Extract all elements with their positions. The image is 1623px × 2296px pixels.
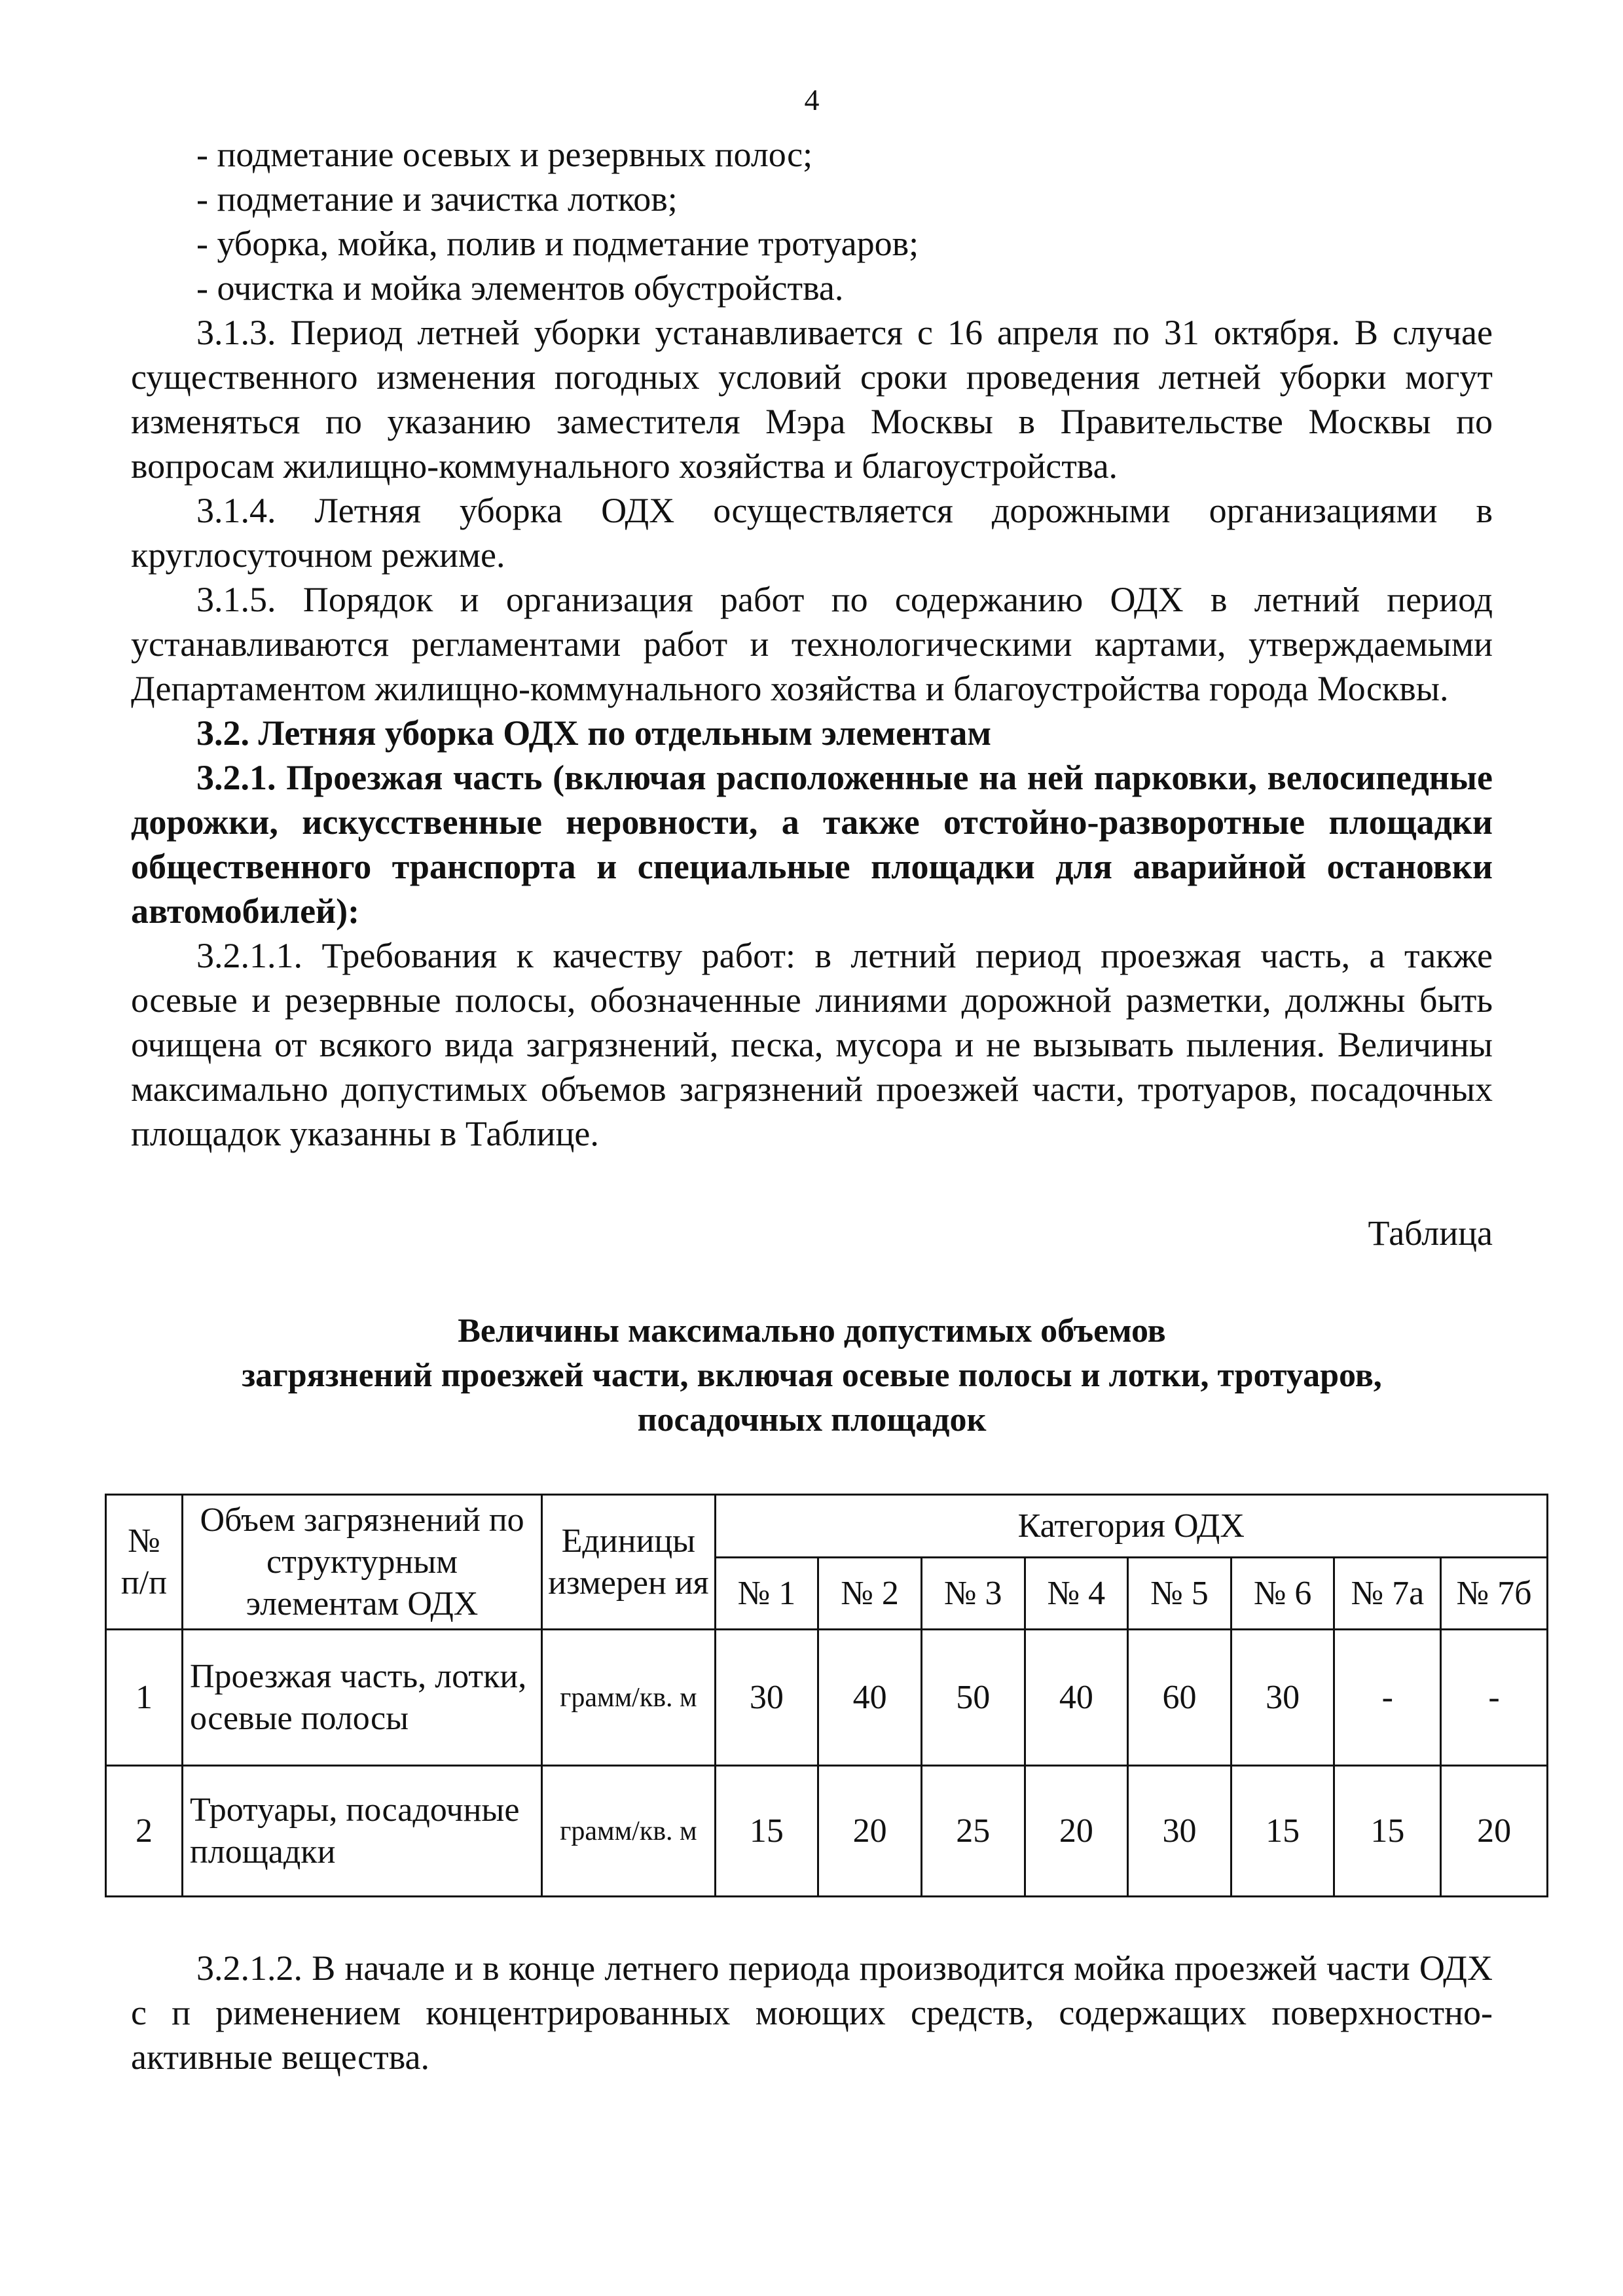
table-label: Таблица	[1368, 1213, 1493, 1253]
work-list	[131, 132, 1493, 310]
header-cat: № 1	[715, 1558, 818, 1630]
paragraph-3-1-3: 3.1.3. Период летней уборки устанавливается с 16 апреля по 31 октября. В случае существенного изменения погодных условий сроки проведения летней уборки могут изменяться по указанию заместителя Мэра Москвы в Правительстве Москвы по вопросам жилищно-коммунального хозяйства и благоустройства.	[131, 313, 1493, 486]
row-element: Проезжая часть, лотки, осевые полосы	[182, 1630, 541, 1766]
header-cat: № 7б	[1441, 1558, 1548, 1630]
row-value: 40	[818, 1630, 922, 1766]
row-num: 1	[106, 1630, 183, 1766]
row-value: 15	[1231, 1766, 1334, 1897]
row-value: -	[1441, 1630, 1548, 1766]
paragraph-3-2-1-1: 3.2.1.1. Требования к качеству работ: в летний период проезжая часть, а также осевые и резервные полосы, обозначенные линиями дорожной разметки, должны быть очищена от всякого вида загрязнений, песка, мусора и не вызывать пыления. Величины максимально допустимых объемов загрязнений проезжей части, тротуаров, посадочных площадок указанны в Таблице.	[131, 936, 1493, 1153]
table-title	[131, 1309, 1493, 1443]
paragraph-3-2-1-2: 3.2.1.2. В начале и в конце летнего периода производится мойка проезжей части ОДХ с п рименением концентрированных моющих средств, содержащих поверхностно-активные вещества.	[131, 1948, 1493, 2077]
table-row	[106, 1630, 1548, 1766]
list-item: - уборка, мойка, полив и подметание тротуаров;	[196, 224, 919, 263]
row-value: 15	[1334, 1766, 1441, 1897]
row-value: 60	[1128, 1630, 1231, 1766]
header-num: № п/п	[106, 1495, 183, 1630]
row-element: Тротуары, посадочные площадки	[182, 1766, 541, 1897]
subsection-heading-3-2-1: 3.2.1. Проезжая часть (включая расположенные на ней парковки, велосипедные дорожки, искусственные неровности, а также отстойно-разворотные площадки общественного транспорта и специальные площадки для аварийной остановки автомобилей):	[131, 758, 1493, 931]
row-value: 30	[1231, 1630, 1334, 1766]
row-value: 20	[1025, 1766, 1128, 1897]
header-unit: Единицы измерен ия	[542, 1495, 715, 1630]
table-header-row	[106, 1495, 1548, 1558]
list-item: - подметание и зачистка лотков;	[196, 179, 678, 219]
row-value: -	[1334, 1630, 1441, 1766]
row-value: 30	[715, 1630, 818, 1766]
row-value: 20	[818, 1766, 922, 1897]
section-heading-3-2: 3.2. Летняя уборка ОДХ по отдельным элементам	[196, 713, 992, 753]
header-cat: № 4	[1025, 1558, 1128, 1630]
list-item: - подметание осевых и резервных полос;	[196, 135, 813, 174]
header-cat: № 6	[1231, 1558, 1334, 1630]
page-content	[120, 77, 1532, 2079]
table-title-line: Величины максимально допустимых объемов	[458, 1312, 1166, 1350]
header-cat: № 7а	[1334, 1558, 1441, 1630]
table-title-line: посадочных площадок	[637, 1401, 987, 1439]
row-num: 2	[106, 1766, 183, 1897]
header-cat: № 2	[818, 1558, 922, 1630]
row-unit: грамм/кв. м	[542, 1630, 715, 1766]
paragraph-3-1-5: 3.1.5. Порядок и организация работ по содержанию ОДХ в летний период устанавливаются регламентами работ и технологическими картами, утверждаемыми Департаментом жилищно-коммунального хозяйства и благоустройства города Москвы.	[131, 580, 1493, 708]
list-item: - очистка и мойка элементов обустройства.	[196, 268, 844, 308]
pollution-limits-table	[105, 1494, 1548, 1897]
header-cat: № 3	[921, 1558, 1025, 1630]
row-value: 20	[1441, 1766, 1548, 1897]
table-title-line: загрязнений проезжей части, включая осевые полосы и лотки, тротуаров,	[242, 1357, 1382, 1394]
table-row	[106, 1766, 1548, 1897]
header-category: Категория ОДХ	[715, 1495, 1547, 1558]
row-value: 30	[1128, 1766, 1231, 1897]
row-unit: грамм/кв. м	[542, 1766, 715, 1897]
row-value: 50	[921, 1630, 1025, 1766]
header-cat: № 5	[1128, 1558, 1231, 1630]
row-value: 25	[921, 1766, 1025, 1897]
paragraph-3-1-4: 3.1.4. Летняя уборка ОДХ осуществляется дорожными организациями в круглосуточном режиме.	[131, 491, 1493, 575]
row-value: 40	[1025, 1630, 1128, 1766]
row-value: 15	[715, 1766, 818, 1897]
page-number: 4	[804, 83, 820, 117]
header-volume: Объем загрязнений по структурным элементам ОДХ	[182, 1495, 541, 1630]
